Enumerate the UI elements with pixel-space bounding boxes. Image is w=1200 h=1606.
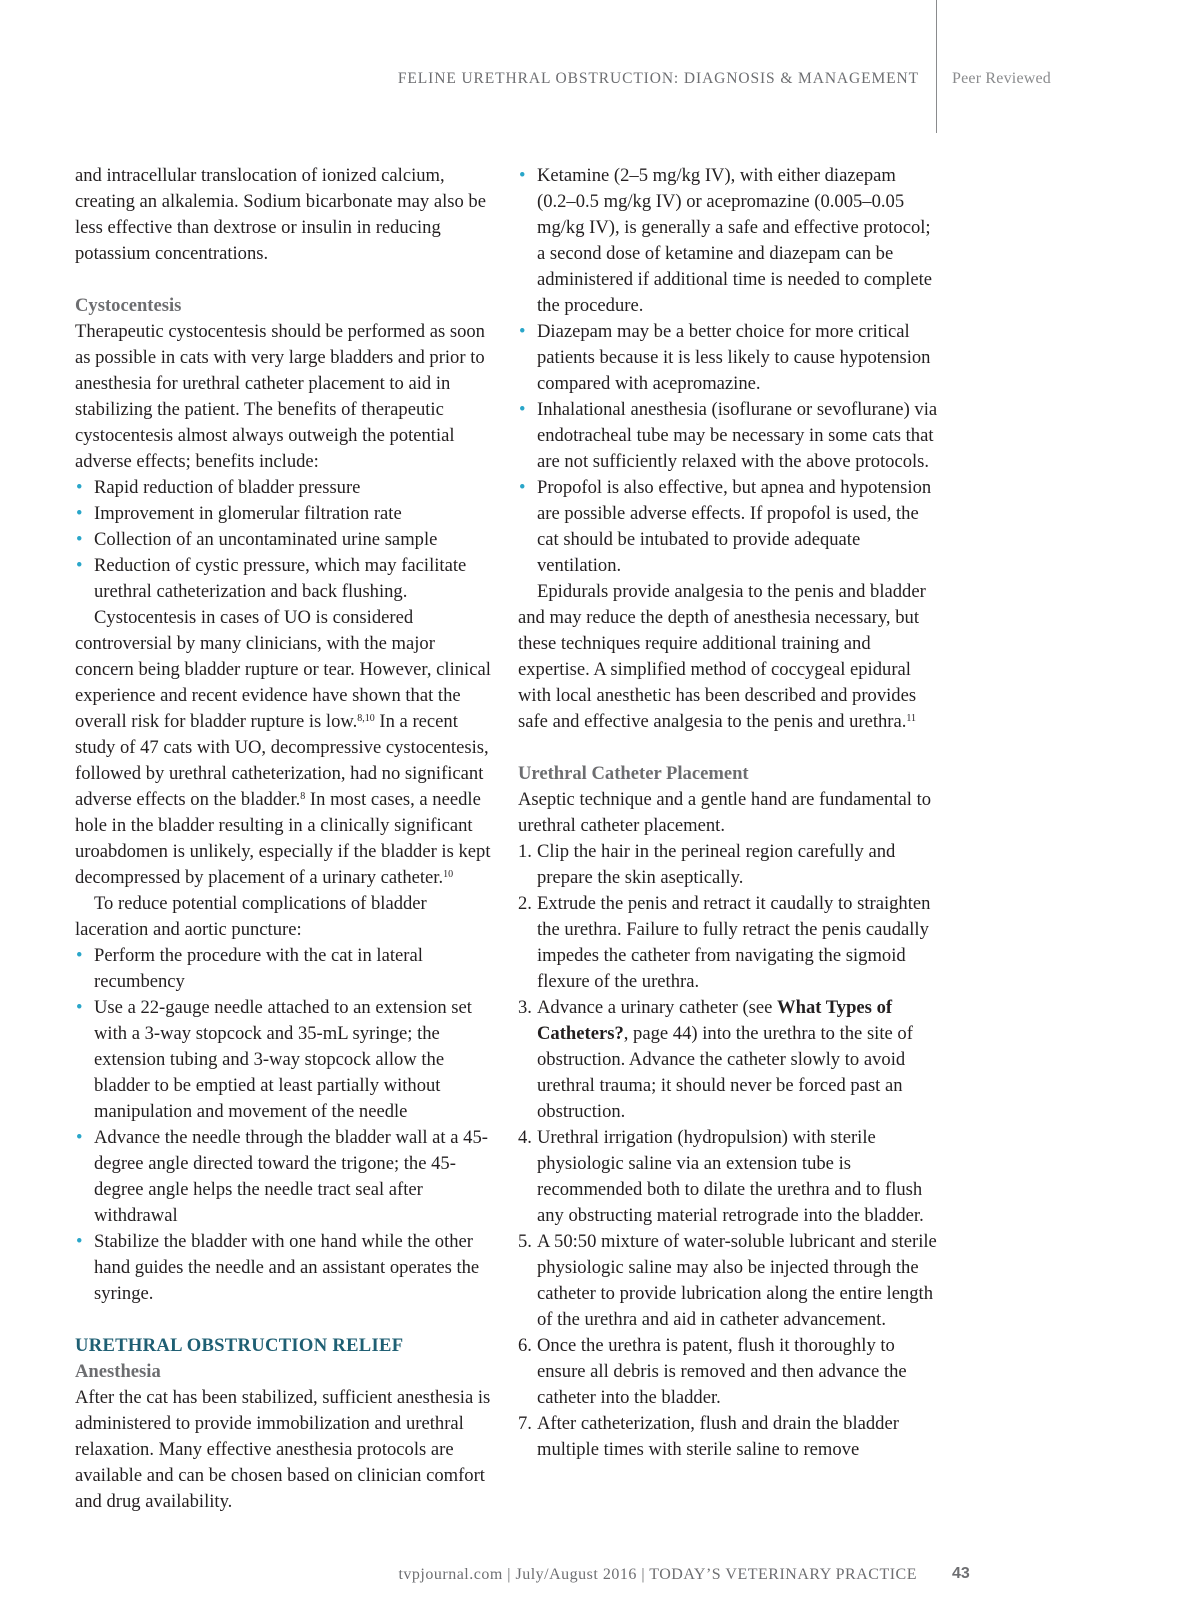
list-item: • Inhalational anesthesia (isoflurane or sevoflurane) via endotracheal tube may be necessary in some cats that are not sufficiently relaxed with the above protocols. [518, 397, 938, 475]
list-item: • Diazepam may be a better choice for more critical patients because it is less likely to cause hypotension compared with acepromazine. [518, 319, 938, 397]
cystocentesis-paragraph: Therapeutic cystocentesis should be performed as soon as possible in cats with very large bladders and prior to anesthesia for urethral catheter placement to aid in stabilizing the patient. The benefits of therapeutic cystocentesis almost always outweigh the potential adverse effects; benefits include: [75, 321, 485, 472]
list-item: 2. Extrude the penis and retract it caudally to straighten the urethra. Failure to fully retract the penis caudally impedes the catheter from navigating the sigmoid flexure of the urethra. [518, 893, 931, 992]
citation-ref: 10 [443, 869, 454, 880]
list-item: 4. Urethral irrigation (hydropulsion) with sterile physiologic saline via an extension tube is recommended both to dilate the urethra and to flush any obstructing material retrograde into the bladder. [518, 1127, 924, 1226]
citation-ref: 11 [906, 713, 917, 724]
list-item: • Perform the procedure with the cat in lateral recumbency [75, 943, 495, 995]
catheter-steps-list [518, 839, 938, 1463]
right-column [518, 163, 938, 1463]
citation-ref: 8,10 [357, 713, 375, 724]
list-item: 7. After catheterization, flush and drain the bladder multiple times with sterile saline to remove [518, 1413, 899, 1460]
list-item: • Collection of an uncontaminated urine sample [75, 527, 495, 553]
list-item: 1. Clip the hair in the perineal region carefully and prepare the skin aseptically. [518, 841, 896, 888]
intro-paragraph: and intracellular translocation of ionized calcium, creating an alkalemia. Sodium bicarbonate may also be less effective than dextrose or insulin in reducing potassium concentrations. [75, 165, 486, 264]
peer-reviewed-label: Peer Reviewed [952, 70, 1052, 87]
catheter-placement-heading: Urethral Catheter Placement [518, 763, 749, 784]
list-item: • Reduction of cystic pressure, which may facilitate urethral catheterization and back flushing. [75, 553, 495, 605]
cross-reference: What Types of Catheters? [537, 997, 893, 1044]
header-divider [936, 0, 937, 133]
anesthesia-protocol-list [518, 163, 938, 579]
list-item: • Advance the needle through the bladder wall at a 45-degree angle directed toward the trigone; the 45-degree angle helps the needle tract seal after withdrawal [75, 1125, 495, 1229]
procedure-list [75, 943, 495, 1307]
list-item: • Stabilize the bladder with one hand while the other hand guides the needle and an assistant operates the syringe. [75, 1229, 495, 1307]
footer-publication: tvpjournal.com | July/August 2016 | TODAY’S VETERINARY PRACTICE [398, 1566, 917, 1583]
anesthesia-heading: Anesthesia [75, 1361, 161, 1382]
list-item: 3. Advance a urinary catheter (see What Types of Catheters?, page 44) into the urethra to the site of obstruction. Advance the catheter slowly to avoid urethral trauma; it should never be forced past an obstruction. [518, 997, 913, 1122]
reduce-complications-intro: To reduce potential complications of bladder laceration and aortic puncture: [75, 893, 427, 940]
list-item: • Ketamine (2–5 mg/kg IV), with either diazepam (0.2–0.5 mg/kg IV) or acepromazine (0.005–0.05 mg/kg IV), is generally a safe and effective protocol; a second dose of ketamine and diazepam can be administered if additional time is needed to complete the procedure. [518, 163, 938, 319]
page-number: 43 [952, 1565, 970, 1582]
benefits-list [75, 475, 495, 605]
list-item: • Improvement in glomerular filtration rate [75, 501, 495, 527]
running-head-title: FELINE URETHRAL OBSTRUCTION: DIAGNOSIS & MANAGEMENT [397, 70, 919, 87]
list-item: 6. Once the urethra is patent, flush it thoroughly to ensure all debris is removed and then advance the catheter into the bladder. [518, 1335, 907, 1408]
anesthesia-paragraph: After the cat has been stabilized, sufficient anesthesia is administered to provide immobilization and urethral relaxation. Many effective anesthesia protocols are available and can be chosen based on clinician comfort and drug availability. [75, 1387, 491, 1512]
list-item: • Use a 22-gauge needle attached to an extension set with a 3-way stopcock and 35-mL syringe; the extension tubing and 3-way stopcock allow the bladder to be emptied at least partially without manipulation and movement of the needle [75, 995, 495, 1125]
epidural-paragraph: Epidurals provide analgesia to the penis and bladder and may reduce the depth of anesthesia necessary, but these techniques require additional training and expertise. A simplified method of coccygeal epidural with local anesthetic has been described and provides safe and effective analgesia to the penis and urethra.$^{11}$ [518, 581, 926, 732]
citation-ref: 8 [300, 791, 306, 802]
list-item: • Rapid reduction of bladder pressure [75, 475, 495, 501]
catheter-intro-paragraph: Aseptic technique and a gentle hand are fundamental to urethral catheter placement. [518, 789, 932, 836]
controversy-paragraph: Cystocentesis in cases of UO is considered controversial by many clinicians, with the major concern being bladder rupture or tear. However, clinical experience and recent evidence have shown that the overall risk for bladder rupture is low.$^{8,10}$ In a recent study of 47 cats with UO, decompressive cystocentesis, followed by urethral catheterization, had no significant adverse effects on the bladder.$^8$ In most cases, a needle hole in the bladder resulting in a clinically significant uroabdomen is unlikely, especially if the bladder is kept decompressed by placement of a urinary catheter.$^{10}$ [75, 607, 491, 888]
cystocentesis-heading: Cystocentesis [75, 295, 182, 316]
section-heading: URETHRAL OBSTRUCTION RELIEF [75, 1335, 404, 1356]
list-item: • Propofol is also effective, but apnea and hypotension are possible adverse effects. If propofol is used, the cat should be intubated to provide adequate ventilation. [518, 475, 938, 579]
list-item: 5. A 50:50 mixture of water-soluble lubricant and sterile physiologic saline may also be injected through the catheter to provide lubrication along the entire length of the urethra and aid in catheter advancement. [518, 1231, 937, 1330]
left-column [75, 163, 495, 1515]
